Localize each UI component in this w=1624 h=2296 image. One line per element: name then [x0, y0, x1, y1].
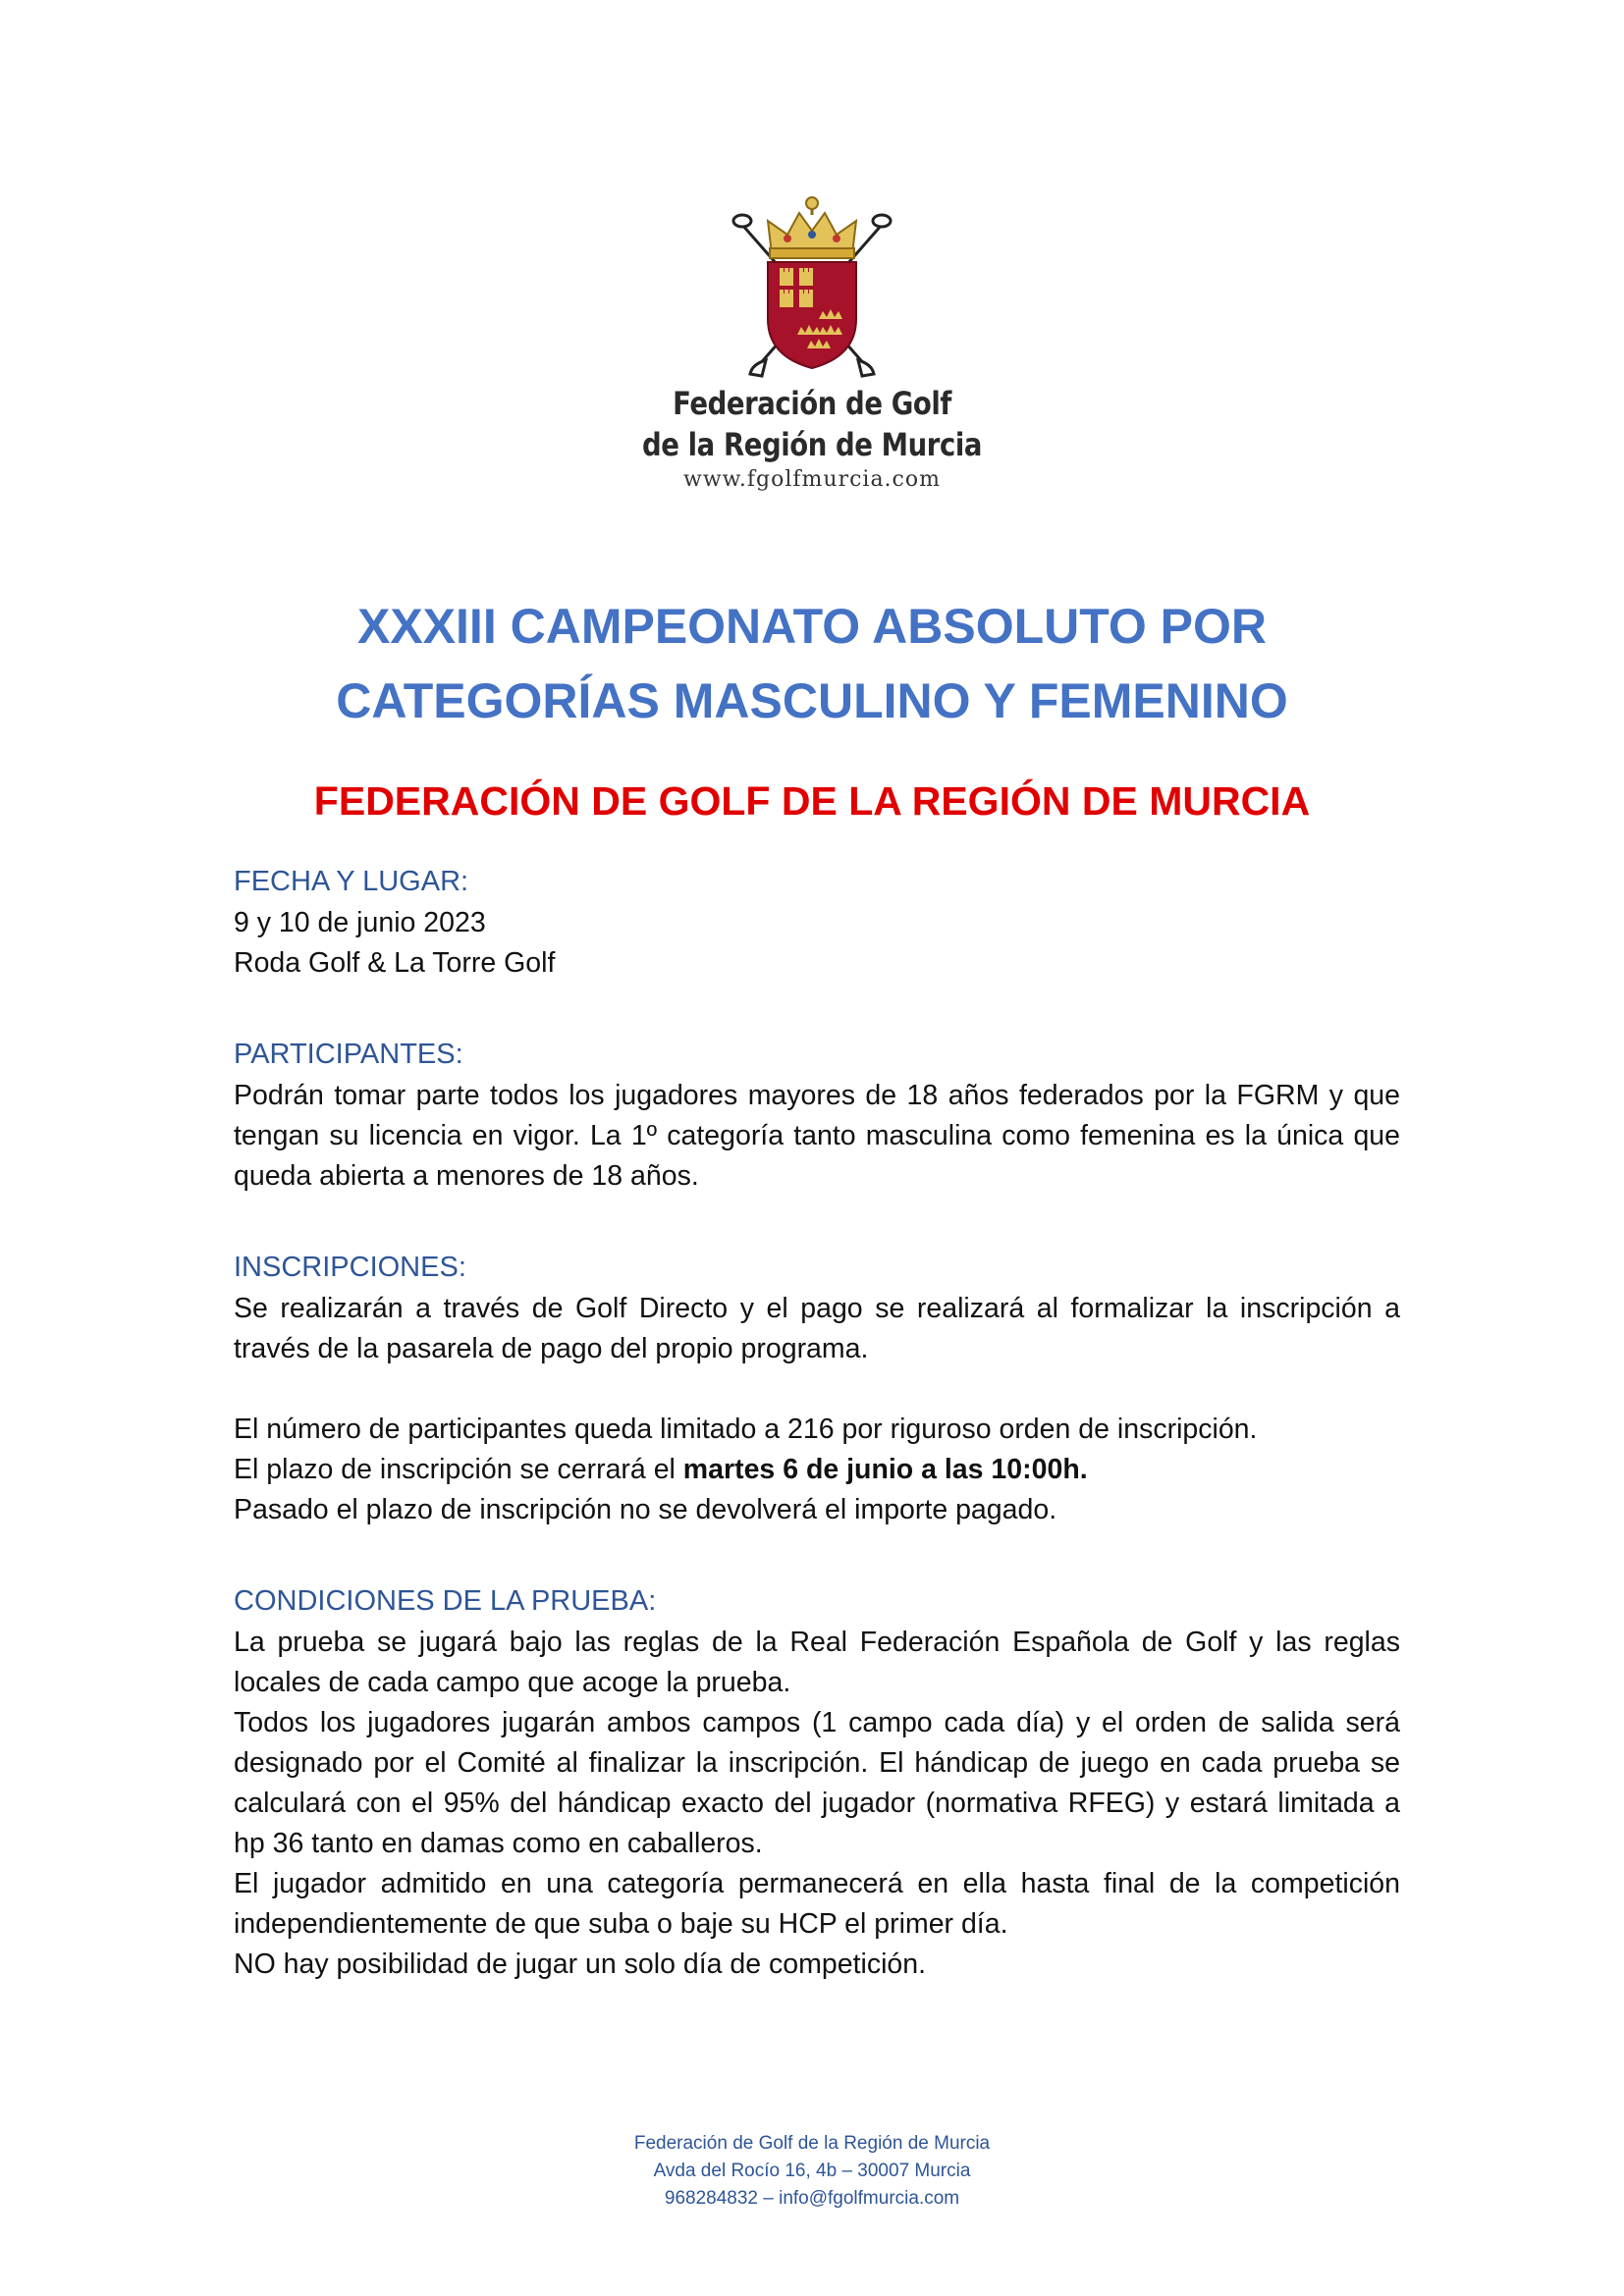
document-body: [234, 860, 1400, 1985]
document-title: [196, 589, 1428, 738]
title-line1: XXXIII CAMPEONATO ABSOLUTO POR: [356, 599, 1268, 654]
condiciones-p2: Todos los jugadores jugarán ambos campos (1 campo cada día) y el orden de salida será designado por el Comité al finalizar la inscripción. El hándicap de juego en cada prueba se calculará con el 95% del hándicap exacto del jugador (normativa RFEG) y estará limitada a hp 36 tanto en damas como en caballeros.: [234, 1707, 1400, 1859]
participantes-text: Podrán tomar parte todos los jugadores mayores de 18 años federados por la FGRM y que tengan su licencia en vigor. La 1º categoría tanto masculina como femenina es la única que queda abierta a menores de 18 años.: [234, 1080, 1400, 1192]
inscripciones-text-4: Pasado el plazo de inscripción no se devolverá el importe pagado.: [234, 1494, 1057, 1525]
org-name-line2: de la Región de Murcia: [642, 426, 982, 463]
inscripciones-deadline: martes 6 de junio a las 10:00h.: [682, 1454, 1088, 1485]
condiciones-p1: La prueba se jugará bajo las reglas de la Real Federación Española de Golf y las reglas locales de cada campo que acoge la prueba.: [234, 1627, 1400, 1698]
section-heading-inscripciones: INSCRIPCIONES:: [234, 1252, 466, 1283]
document-subtitle: FEDERACIÓN DE GOLF DE LA REGIÓN DE MURCIA: [313, 778, 1311, 824]
org-name-line1: Federación de Golf: [673, 385, 951, 422]
footer-address: Avda del Rocío 16, 4b – 30007 Murcia: [653, 2161, 971, 2181]
document-footer: [0, 2130, 1624, 2213]
section-heading-condiciones: CONDICIONES DE LA PRUEBA:: [234, 1585, 657, 1617]
inscripciones-text-1: Se realizarán a través de Golf Directo y el pago se realizará al formalizar la inscripción a través de la pasarela de pago del propio programa.: [234, 1293, 1400, 1364]
condiciones-p3: El jugador admitido en una categoría permanecerá en ella hasta final de la competición independientemente de que suba o baje su HCP el primer día.: [234, 1868, 1400, 1940]
event-date: 9 y 10 de junio 2023: [234, 907, 486, 938]
org-website: www.fgolfmurcia.com: [683, 467, 941, 492]
federation-crest-icon: [729, 191, 895, 383]
footer-org: Federación de Golf de la Región de Murcia: [633, 2133, 991, 2154]
event-place: Roda Golf & La Torre Golf: [234, 947, 556, 979]
footer-contact: 968284832 – info@fgolfmurcia.com: [664, 2188, 960, 2209]
federation-logo: [0, 191, 1624, 492]
crown-icon: [768, 197, 856, 258]
inscripciones-text-2: El número de participantes queda limitado a 216 por riguroso orden de inscripción.: [234, 1414, 1258, 1445]
section-heading-participantes: PARTICIPANTES:: [234, 1039, 463, 1070]
inscripciones-text-3: [234, 1450, 1400, 1490]
condiciones-p4: NO hay posibilidad de jugar un solo día de competición.: [234, 1949, 927, 1980]
shield-icon: [768, 262, 856, 368]
section-heading-fecha: FECHA Y LUGAR:: [234, 866, 469, 897]
title-line2: CATEGORÍAS MASCULINO Y FEMENINO: [336, 673, 1288, 728]
inscripciones-deadline-prefix: El plazo de inscripción se cerrará el: [234, 1454, 683, 1485]
